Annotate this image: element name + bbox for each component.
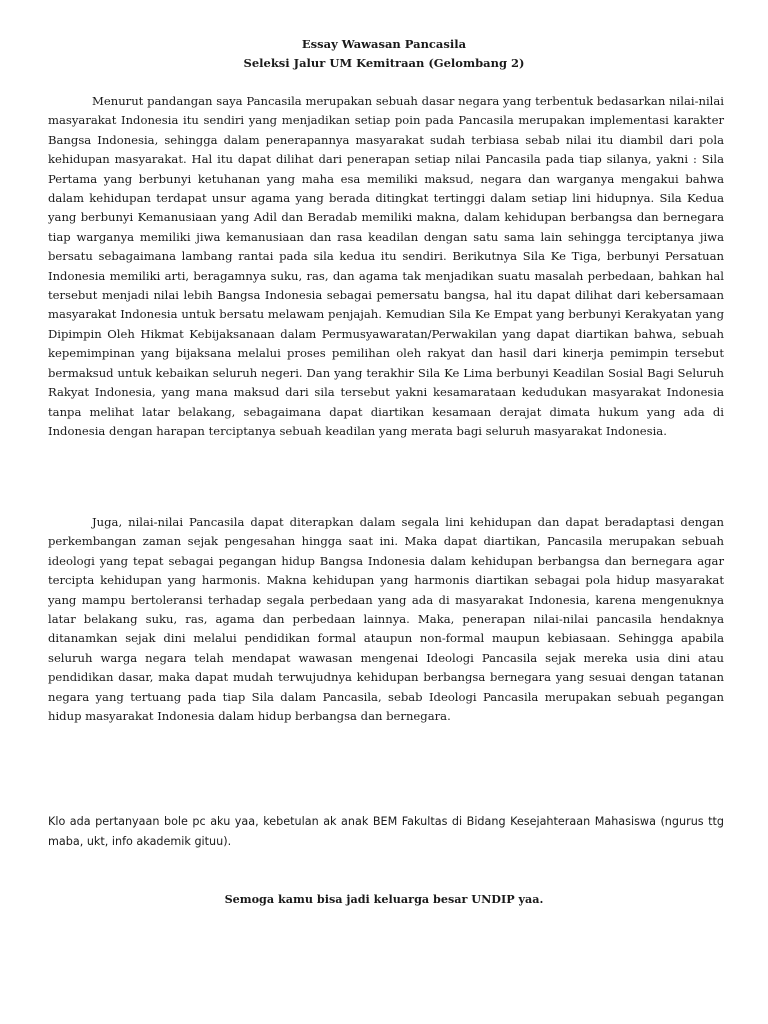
document-title: Essay Wawasan Pancasila [301, 37, 467, 51]
note-paragraph: Klo ada pertanyaan bole pc aku yaa, kebetulan ak anak BEM Fakultas di Bidang Kesejahteraan Mahasiswa (ngurus ttg maba, ukt, info akademik gituu). [48, 815, 724, 848]
closing-line: Semoga kamu bisa jadi keluarga besar UNDIP yaa. [224, 892, 544, 906]
document-subtitle: Seleksi Jalur UM Kemitraan (Gelombang 2) [243, 56, 525, 70]
essay-paragraph-2: Juga, nilai-nilai Pancasila dapat diterapkan dalam segala lini kehidupan dan dapat beradaptasi dengan perkembangan zaman sejak pengesahan hingga saat ini. Maka dapat diartikan, Pancasila merupakan sebuah ideologi yang tepat sebagai pegangan hidup Bangsa Indonesia dalam kehidupan berbangsa dan bernegara agar tercipta kehidupan yang harmonis. Makna kehidupan yang harmonis diartikan sebagai pola hidup masyarakat yang mampu bertoleransi terhadap segala perbedaan yang ada di masyarakat Indonesia, karena mengenuknya latar belakang suku, ras, agama dan perbedaan lainnya. Maka, penerapan nilai-nilai pancasila hendaknya ditanamkan sejak dini melalui pendidikan formal ataupun non-formal maupun kebiasaan. Sehingga apabila seluruh warga negara telah mendapat wawasan mengenai Ideologi Pancasila sejak mereka usia dini atau pendidikan dasar, maka dapat mudah terwujudnya kehidupan berbangsa bernegara yang sesuai dengan tatanan negara yang tertuang pada tiap Sila dalam Pancasila, sebab Ideologi Pancasila merupakan sebuah pegangan hidup masyarakat Indonesia dalam hidup berbangsa dan bernegara. [48, 515, 724, 724]
essay-paragraph-1: Menurut pandangan saya Pancasila merupakan sebuah dasar negara yang terbentuk bedasarkan nilai-nilai masyarakat Indonesia itu sendiri yang menjadikan setiap poin pada Pancasila merupakan implementasi karakter Bangsa Indonesia, sehingga dalam penerapannya masyarakat sudah terbiasa sebab nilai itu diambil dari pola kehidupan masyarakat. Hal itu dapat dilihat dari penerapan setiap nilai Pancasila pada tiap silanya, yakni : Sila Pertama yang berbunyi ketuhanan yang maha esa memiliki maksud, negara dan warganya mengakui bahwa dalam kehidupan terdapat unsur agama yang berada ditingkat tertinggi dalam setiap lini hidupnya. Sila Kedua yang berbunyi Kemanusiaan yang Adil dan Beradab memiliki makna, dalam kehidupan berbangsa dan bernegara tiap warganya memiliki jiwa kemanusiaan dan rasa keadilan dengan satu sama lain sehingga terciptanya jiwa bersatu sebagaimana lambang rantai pada sila kedua itu sendiri. Berikutnya Sila Ke Tiga, berbunyi Persatuan Indonesia memiliki arti, beragamnya suku, ras, dan agama tak menjadikan suatu masalah perbedaan, bahkan hal tersebut menjadi nilai lebih Bangsa Indonesia sebagai pemersatu bangsa, hal itu dapat dilihat dari kebersamaan masyarakat Indonesia untuk bersatu melawam penjajah. Kemudian Sila Ke Empat yang berbunyi Kerakyatan yang Dipimpin Oleh Hikmat Kebijaksanaan dalam Permusyawaratan/Perwakilan yang dapat diartikan bahwa, sebuah kepemimpinan yang bijaksana melalui proses pemilihan oleh rakyat dan hasil dari kinerja pemimpin tersebut bermaksud untuk kebaikan seluruh negeri. Dan yang terakhir Sila Ke Lima berbunyi Keadilan Sosial Bagi Seluruh Rakyat Indonesia, yang mana maksud dari sila tersebut yakni kesamarataan kedudukan masyarakat Indonesia tanpa melihat latar belakang, sebagaimana dapat diartikan kesamaan derajat dimata hukum yang ada di Indonesia dengan harapan terciptanya sebuah keadilan yang merata bagi seluruh masyarakat Indonesia. [48, 94, 724, 438]
